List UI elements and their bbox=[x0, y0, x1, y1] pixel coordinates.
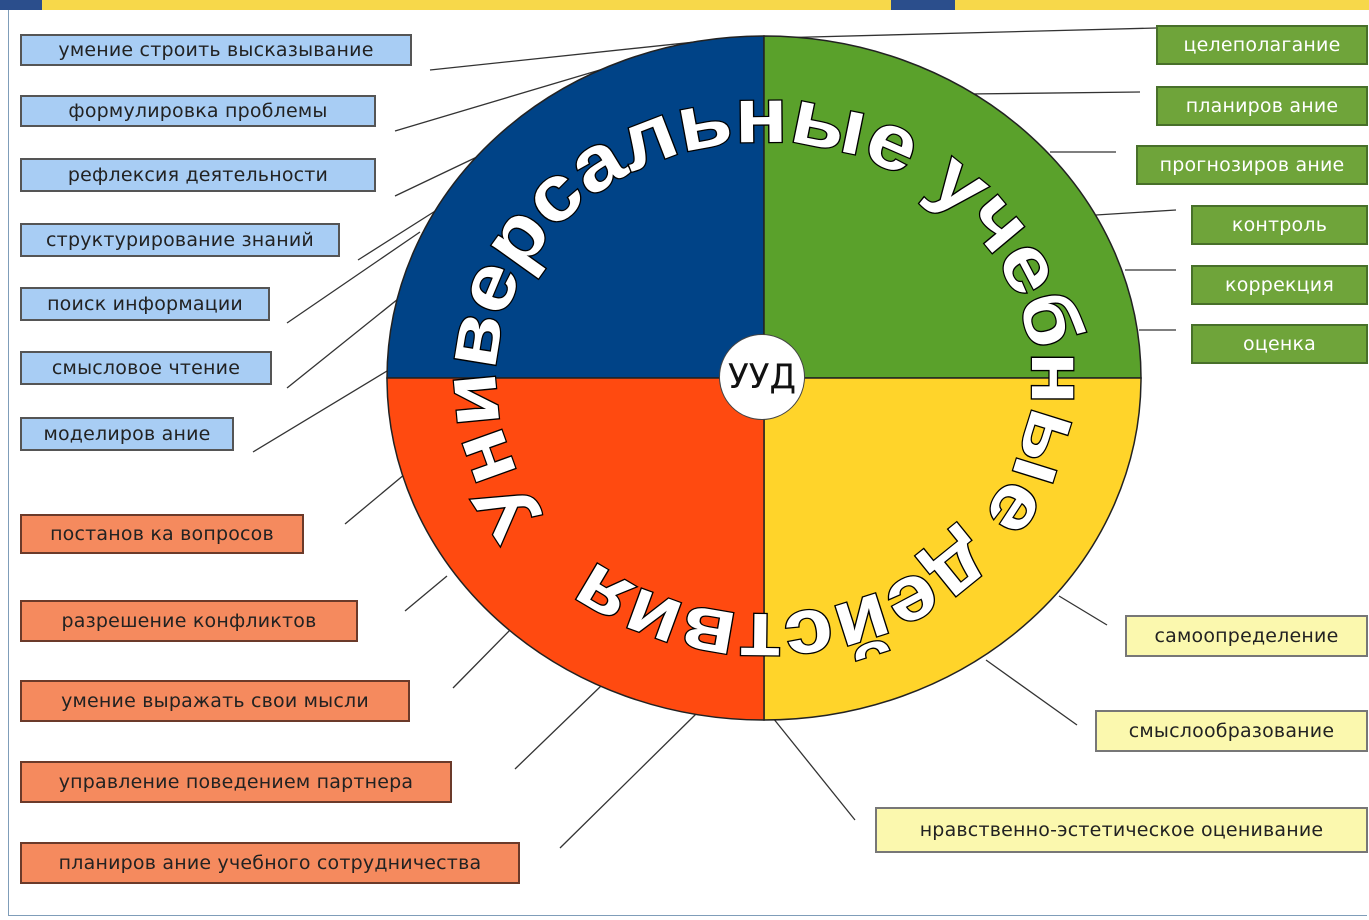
right-yellow-label-box: нравственно-эстетическое оценивание bbox=[875, 807, 1368, 853]
connector-line bbox=[345, 474, 405, 524]
right-yellow-label-box: смыслообразование bbox=[1095, 710, 1368, 752]
left-blue-label-box: умение строить высказывание bbox=[20, 34, 412, 66]
connector-line bbox=[1059, 596, 1107, 625]
left-blue-label-box: формулировка проблемы bbox=[20, 95, 376, 127]
left-orange-label-box: постанов ка вопросов bbox=[20, 514, 304, 554]
connector-line bbox=[253, 368, 392, 452]
connector-line bbox=[405, 576, 447, 611]
left-blue-label-box: рефлексия деятельности bbox=[20, 158, 376, 192]
right-green-label-box: оценка bbox=[1191, 324, 1368, 364]
left-blue-label-box: структурирование знаний bbox=[20, 223, 340, 257]
connector-line bbox=[986, 660, 1077, 725]
left-blue-label-box: моделиров ание bbox=[20, 417, 234, 451]
connector-line bbox=[772, 28, 1156, 38]
right-green-label-box: прогнозиров ание bbox=[1136, 145, 1368, 185]
arc-title-text: Универсальные учебные действия bbox=[424, 70, 1104, 686]
left-orange-label-box: планиров ание учебного сотрудничества bbox=[20, 842, 520, 884]
right-green-label-box: контроль bbox=[1191, 205, 1368, 245]
connector-line bbox=[560, 714, 696, 848]
connector-line bbox=[287, 295, 403, 388]
center-label: УУД bbox=[719, 334, 805, 420]
connector-line bbox=[453, 628, 512, 688]
left-blue-label-box: смысловое чтение bbox=[20, 351, 272, 385]
connector-line bbox=[773, 718, 855, 820]
left-orange-label-box: умение выражать свои мысли bbox=[20, 680, 410, 722]
connector-line bbox=[515, 686, 601, 769]
right-green-label-box: коррекция bbox=[1191, 265, 1368, 305]
right-green-label-box: планиров ание bbox=[1156, 86, 1368, 126]
connector-line bbox=[968, 92, 1140, 94]
right-yellow-label-box: самоопределение bbox=[1125, 615, 1368, 657]
left-orange-label-box: разрешение конфликтов bbox=[20, 600, 358, 642]
connector-line bbox=[1096, 210, 1176, 215]
right-green-label-box: целеполагание bbox=[1156, 25, 1368, 65]
left-blue-label-box: поиск информации bbox=[20, 287, 270, 321]
left-orange-label-box: управление поведением партнера bbox=[20, 761, 452, 803]
